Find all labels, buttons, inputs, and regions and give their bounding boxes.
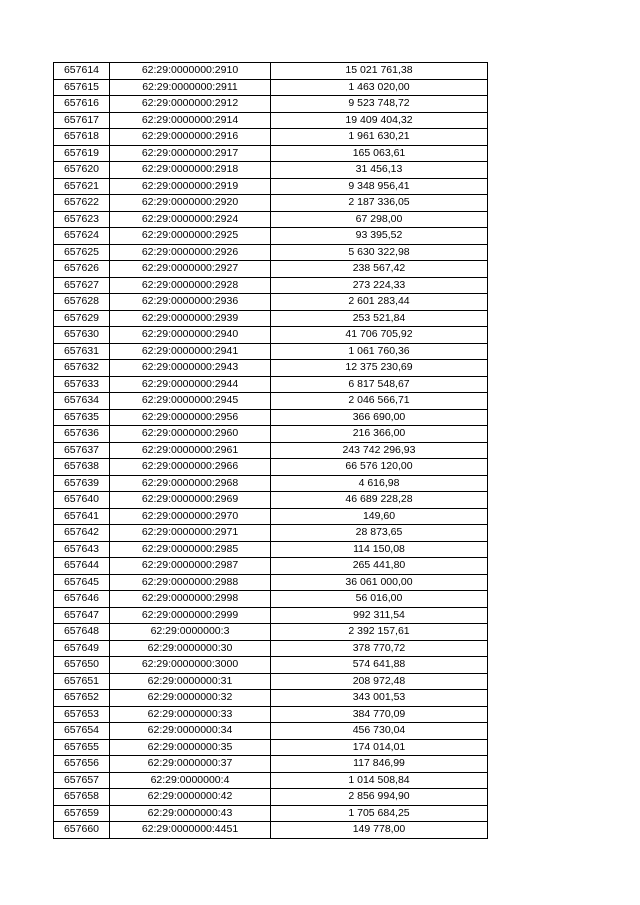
cadastral-value-cell: 216 366,00 — [271, 426, 488, 443]
cadastral-number-cell: 62:29:0000000:2969 — [110, 492, 271, 509]
table-row — [54, 343, 488, 360]
table-row — [54, 739, 488, 756]
cadastral-value-cell: 174 014,01 — [271, 739, 488, 756]
cadastral-number-cell: 62:29:0000000:30 — [110, 640, 271, 657]
cadastral-value-cell: 378 770,72 — [271, 640, 488, 657]
cadastral-number-cell: 62:29:0000000:2971 — [110, 525, 271, 542]
row-number-cell: 657640 — [54, 492, 110, 509]
cadastral-number-cell: 62:29:0000000:34 — [110, 723, 271, 740]
row-number-cell: 657630 — [54, 327, 110, 344]
cadastral-number-cell: 62:29:0000000:2928 — [110, 277, 271, 294]
cadastral-number-cell: 62:29:0000000:31 — [110, 673, 271, 690]
table-row — [54, 261, 488, 278]
table-row — [54, 79, 488, 96]
row-number-cell: 657622 — [54, 195, 110, 212]
cadastral-number-cell: 62:29:0000000:2910 — [110, 63, 271, 80]
cadastral-number-cell: 62:29:0000000:2960 — [110, 426, 271, 443]
cadastral-number-cell: 62:29:0000000:2939 — [110, 310, 271, 327]
cadastral-number-cell: 62:29:0000000:2961 — [110, 442, 271, 459]
table-row — [54, 145, 488, 162]
cadastral-value-cell: 1 705 684,25 — [271, 805, 488, 822]
row-number-cell: 657635 — [54, 409, 110, 426]
cadastral-number-cell: 62:29:0000000:2911 — [110, 79, 271, 96]
cadastral-value-cell: 992 311,54 — [271, 607, 488, 624]
table-row — [54, 244, 488, 261]
table-row — [54, 277, 488, 294]
row-number-cell: 657617 — [54, 112, 110, 129]
row-number-cell: 657648 — [54, 624, 110, 641]
cadastral-value-cell: 265 441,80 — [271, 558, 488, 575]
row-number-cell: 657615 — [54, 79, 110, 96]
cadastral-number-cell: 62:29:0000000:43 — [110, 805, 271, 822]
cadastral-value-cell: 28 873,65 — [271, 525, 488, 542]
row-number-cell: 657624 — [54, 228, 110, 245]
cadastral-number-cell: 62:29:0000000:3000 — [110, 657, 271, 674]
row-number-cell: 657619 — [54, 145, 110, 162]
table-row — [54, 63, 488, 80]
table-row — [54, 772, 488, 789]
cadastral-value-table — [53, 62, 488, 839]
table-row — [54, 756, 488, 773]
table-row — [54, 310, 488, 327]
cadastral-value-cell: 31 456,13 — [271, 162, 488, 179]
cadastral-number-cell: 62:29:0000000:2987 — [110, 558, 271, 575]
table-row — [54, 409, 488, 426]
row-number-cell: 657637 — [54, 442, 110, 459]
row-number-cell: 657643 — [54, 541, 110, 558]
cadastral-number-cell: 62:29:0000000:2945 — [110, 393, 271, 410]
table-row — [54, 508, 488, 525]
cadastral-value-cell: 46 689 228,28 — [271, 492, 488, 509]
table-row — [54, 607, 488, 624]
row-number-cell: 657621 — [54, 178, 110, 195]
cadastral-value-cell: 9 523 748,72 — [271, 96, 488, 113]
row-number-cell: 657654 — [54, 723, 110, 740]
table-row — [54, 673, 488, 690]
cadastral-number-cell: 62:29:0000000:2927 — [110, 261, 271, 278]
cadastral-number-cell: 62:29:0000000:33 — [110, 706, 271, 723]
row-number-cell: 657616 — [54, 96, 110, 113]
cadastral-value-cell: 208 972,48 — [271, 673, 488, 690]
row-number-cell: 657644 — [54, 558, 110, 575]
table-row — [54, 525, 488, 542]
cadastral-number-cell: 62:29:0000000:2970 — [110, 508, 271, 525]
row-number-cell: 657651 — [54, 673, 110, 690]
cadastral-value-cell: 574 641,88 — [271, 657, 488, 674]
row-number-cell: 657658 — [54, 789, 110, 806]
table-body — [54, 63, 488, 839]
cadastral-value-cell: 2 392 157,61 — [271, 624, 488, 641]
cadastral-value-cell: 117 846,99 — [271, 756, 488, 773]
table-row — [54, 558, 488, 575]
row-number-cell: 657638 — [54, 459, 110, 476]
row-number-cell: 657657 — [54, 772, 110, 789]
table-row — [54, 195, 488, 212]
table-row — [54, 129, 488, 146]
row-number-cell: 657618 — [54, 129, 110, 146]
row-number-cell: 657656 — [54, 756, 110, 773]
row-number-cell: 657639 — [54, 475, 110, 492]
row-number-cell: 657629 — [54, 310, 110, 327]
table-row — [54, 690, 488, 707]
row-number-cell: 657633 — [54, 376, 110, 393]
row-number-cell: 657659 — [54, 805, 110, 822]
cadastral-number-cell: 62:29:0000000:2966 — [110, 459, 271, 476]
row-number-cell: 657632 — [54, 360, 110, 377]
cadastral-number-cell: 62:29:0000000:42 — [110, 789, 271, 806]
cadastral-number-cell: 62:29:0000000:37 — [110, 756, 271, 773]
cadastral-number-cell: 62:29:0000000:2914 — [110, 112, 271, 129]
cadastral-value-cell: 253 521,84 — [271, 310, 488, 327]
table-row — [54, 657, 488, 674]
cadastral-value-cell: 165 063,61 — [271, 145, 488, 162]
table-row — [54, 327, 488, 344]
cadastral-value-cell: 4 616,98 — [271, 475, 488, 492]
table-row — [54, 162, 488, 179]
row-number-cell: 657660 — [54, 822, 110, 839]
table-row — [54, 492, 488, 509]
row-number-cell: 657646 — [54, 591, 110, 608]
cadastral-number-cell: 62:29:0000000:2919 — [110, 178, 271, 195]
table-row — [54, 591, 488, 608]
cadastral-number-cell: 62:29:0000000:2985 — [110, 541, 271, 558]
cadastral-number-cell: 62:29:0000000:2925 — [110, 228, 271, 245]
cadastral-value-cell: 1 961 630,21 — [271, 129, 488, 146]
table-row — [54, 178, 488, 195]
table-row — [54, 706, 488, 723]
cadastral-value-cell: 41 706 705,92 — [271, 327, 488, 344]
cadastral-number-cell: 62:29:0000000:2998 — [110, 591, 271, 608]
cadastral-value-cell: 2 046 566,71 — [271, 393, 488, 410]
table-row — [54, 541, 488, 558]
row-number-cell: 657628 — [54, 294, 110, 311]
cadastral-value-cell: 1 463 020,00 — [271, 79, 488, 96]
cadastral-number-cell: 62:29:0000000:2916 — [110, 129, 271, 146]
cadastral-value-cell: 2 187 336,05 — [271, 195, 488, 212]
row-number-cell: 657626 — [54, 261, 110, 278]
table-row — [54, 294, 488, 311]
cadastral-number-cell: 62:29:0000000:2920 — [110, 195, 271, 212]
row-number-cell: 657627 — [54, 277, 110, 294]
cadastral-number-cell: 62:29:0000000:2940 — [110, 327, 271, 344]
cadastral-value-cell: 66 576 120,00 — [271, 459, 488, 476]
table-row — [54, 96, 488, 113]
table-row — [54, 640, 488, 657]
cadastral-value-cell: 456 730,04 — [271, 723, 488, 740]
row-number-cell: 657631 — [54, 343, 110, 360]
cadastral-value-cell: 19 409 404,32 — [271, 112, 488, 129]
table-row — [54, 624, 488, 641]
cadastral-number-cell: 62:29:0000000:3 — [110, 624, 271, 641]
table-row — [54, 360, 488, 377]
cadastral-number-cell: 62:29:0000000:32 — [110, 690, 271, 707]
cadastral-value-cell: 67 298,00 — [271, 211, 488, 228]
row-number-cell: 657614 — [54, 63, 110, 80]
table-row — [54, 442, 488, 459]
cadastral-value-cell: 1 014 508,84 — [271, 772, 488, 789]
table-row — [54, 211, 488, 228]
cadastral-value-cell: 12 375 230,69 — [271, 360, 488, 377]
cadastral-value-cell: 149 778,00 — [271, 822, 488, 839]
table-row — [54, 112, 488, 129]
table-row — [54, 723, 488, 740]
cadastral-value-cell: 243 742 296,93 — [271, 442, 488, 459]
row-number-cell: 657652 — [54, 690, 110, 707]
cadastral-number-cell: 62:29:0000000:2941 — [110, 343, 271, 360]
row-number-cell: 657647 — [54, 607, 110, 624]
cadastral-number-cell: 62:29:0000000:2988 — [110, 574, 271, 591]
row-number-cell: 657655 — [54, 739, 110, 756]
cadastral-value-cell: 149,60 — [271, 508, 488, 525]
row-number-cell: 657634 — [54, 393, 110, 410]
cadastral-value-cell: 343 001,53 — [271, 690, 488, 707]
table-row — [54, 805, 488, 822]
table-row — [54, 574, 488, 591]
row-number-cell: 657653 — [54, 706, 110, 723]
table-row — [54, 228, 488, 245]
cadastral-number-cell: 62:29:0000000:2944 — [110, 376, 271, 393]
cadastral-number-cell: 62:29:0000000:2918 — [110, 162, 271, 179]
row-number-cell: 657625 — [54, 244, 110, 261]
cadastral-value-cell: 2 601 283,44 — [271, 294, 488, 311]
cadastral-value-cell: 273 224,33 — [271, 277, 488, 294]
cadastral-value-cell: 36 061 000,00 — [271, 574, 488, 591]
cadastral-value-cell: 384 770,09 — [271, 706, 488, 723]
cadastral-value-cell: 366 690,00 — [271, 409, 488, 426]
cadastral-number-cell: 62:29:0000000:2968 — [110, 475, 271, 492]
cadastral-value-cell: 5 630 322,98 — [271, 244, 488, 261]
cadastral-number-cell: 62:29:0000000:2943 — [110, 360, 271, 377]
table-row — [54, 822, 488, 839]
cadastral-value-cell: 2 856 994,90 — [271, 789, 488, 806]
row-number-cell: 657649 — [54, 640, 110, 657]
row-number-cell: 657641 — [54, 508, 110, 525]
cadastral-value-cell: 15 021 761,38 — [271, 63, 488, 80]
cadastral-value-cell: 238 567,42 — [271, 261, 488, 278]
cadastral-number-cell: 62:29:0000000:2926 — [110, 244, 271, 261]
cadastral-number-cell: 62:29:0000000:2936 — [110, 294, 271, 311]
table-row — [54, 426, 488, 443]
cadastral-value-cell: 93 395,52 — [271, 228, 488, 245]
cadastral-value-cell: 56 016,00 — [271, 591, 488, 608]
table-row — [54, 789, 488, 806]
cadastral-number-cell: 62:29:0000000:4 — [110, 772, 271, 789]
row-number-cell: 657636 — [54, 426, 110, 443]
table-row — [54, 459, 488, 476]
row-number-cell: 657642 — [54, 525, 110, 542]
cadastral-number-cell: 62:29:0000000:2956 — [110, 409, 271, 426]
row-number-cell: 657650 — [54, 657, 110, 674]
table-row — [54, 475, 488, 492]
cadastral-value-cell: 1 061 760,36 — [271, 343, 488, 360]
cadastral-number-cell: 62:29:0000000:2999 — [110, 607, 271, 624]
cadastral-number-cell: 62:29:0000000:2917 — [110, 145, 271, 162]
row-number-cell: 657623 — [54, 211, 110, 228]
cadastral-value-cell: 114 150,08 — [271, 541, 488, 558]
cadastral-value-cell: 9 348 956,41 — [271, 178, 488, 195]
cadastral-number-cell: 62:29:0000000:2912 — [110, 96, 271, 113]
cadastral-number-cell: 62:29:0000000:35 — [110, 739, 271, 756]
cadastral-number-cell: 62:29:0000000:4451 — [110, 822, 271, 839]
row-number-cell: 657645 — [54, 574, 110, 591]
table-row — [54, 376, 488, 393]
table-row — [54, 393, 488, 410]
row-number-cell: 657620 — [54, 162, 110, 179]
cadastral-number-cell: 62:29:0000000:2924 — [110, 211, 271, 228]
cadastral-value-cell: 6 817 548,67 — [271, 376, 488, 393]
